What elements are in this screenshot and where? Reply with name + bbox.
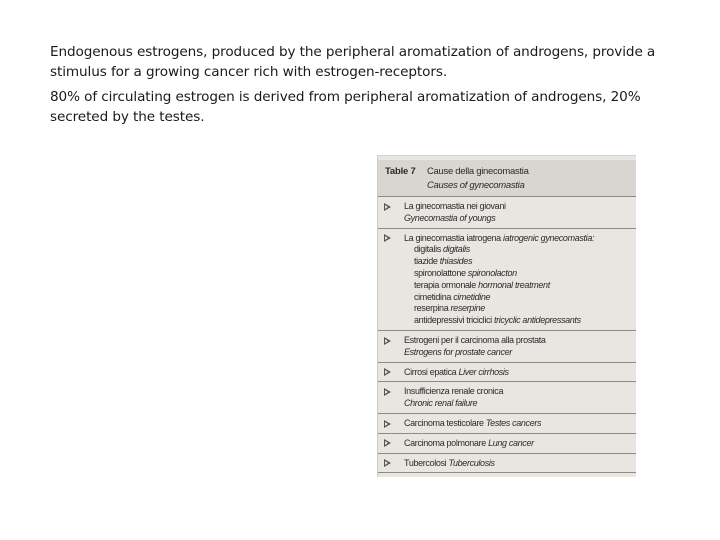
- cause-english: digitalis: [443, 244, 470, 255]
- triangle-bullet-icon: [384, 203, 391, 211]
- table-line: [414, 268, 517, 279]
- cause-italian: Estrogeni per il carcinoma alla prostata: [404, 335, 546, 345]
- table-line: [404, 398, 477, 409]
- table-line: [404, 213, 495, 224]
- cause-italian: La ginecomastia nei giovani: [404, 201, 506, 211]
- table-line: [414, 303, 485, 314]
- gynecomastia-causes-table-image: [377, 155, 636, 477]
- cause-english: Testes cancers: [485, 418, 542, 428]
- cause-italian: La ginecomastia iatrogena: [404, 232, 501, 243]
- cause-english: Lung cancer: [488, 437, 534, 448]
- triangle-bullet-icon: [384, 234, 391, 242]
- table-line: [414, 315, 581, 326]
- table-group: [378, 434, 636, 454]
- cause-english: spironolacton: [467, 267, 517, 278]
- cause-english: cimetidine: [453, 291, 491, 302]
- table-line: [404, 367, 509, 378]
- triangle-bullet-icon: [384, 439, 391, 447]
- table-line: [404, 386, 503, 397]
- table-line: [404, 233, 594, 244]
- cause-english: iatrogenic gynecomastia:: [502, 232, 595, 243]
- cause-italian: reserpina: [414, 303, 449, 314]
- table-line: [414, 256, 472, 267]
- cause-english: Liver cirrhosis: [458, 366, 509, 377]
- cause-italian: Insufficienza renale cronica: [404, 386, 504, 397]
- table-line: [404, 335, 546, 346]
- table-group: [378, 363, 636, 383]
- table-line: [414, 244, 470, 255]
- table-line: [414, 280, 550, 291]
- cause-italian: cimetidina: [414, 291, 452, 302]
- table-line: [404, 418, 541, 429]
- triangle-bullet-icon: [384, 459, 391, 467]
- cause-english: Tuberculosis: [448, 457, 495, 468]
- triangle-bullet-icon: [384, 368, 391, 376]
- table-line: [404, 438, 534, 449]
- table-line: [404, 201, 506, 212]
- table-group: [378, 229, 636, 331]
- paragraph-circulating-estrogen: 80% of circulating estrogen is derived from peripheral aromatization of androgens, 20% secreted by the testes.: [50, 89, 641, 125]
- cause-english: Gynecomastia of youngs: [404, 212, 496, 223]
- paragraph-endogenous-estrogens: Endogenous estrogens, produced by the peripheral aromatization of androgens, provide a stimulus for a growing cancer rich with estrogen-receptors.: [50, 44, 656, 80]
- cause-italian: antidepressivi triciclici: [414, 315, 492, 326]
- triangle-bullet-icon: [384, 388, 391, 396]
- cause-italian: tiazide: [414, 256, 438, 267]
- triangle-bullet-icon: [384, 420, 391, 428]
- cause-italian: Carcinoma testicolare: [404, 418, 484, 428]
- cause-italian: Carcinoma polmonare: [404, 437, 486, 448]
- triangle-bullet-icon: [384, 337, 391, 345]
- table-group: [378, 454, 636, 474]
- table-group: [378, 382, 636, 414]
- cause-english: tricyclic antidepressants: [493, 315, 581, 326]
- table-line: [414, 292, 490, 303]
- table-title-italian: Cause della ginecomastia: [427, 166, 529, 177]
- table-title-english: Causes of gynecomastia: [427, 180, 525, 191]
- table-group: [378, 197, 636, 229]
- cause-english: thiasides: [439, 256, 473, 267]
- table-line: [404, 458, 495, 469]
- cause-italian: terapia ormonale: [414, 279, 476, 290]
- cause-english: reserpine: [450, 303, 485, 314]
- cause-english: Estrogens for prostate cancer: [404, 346, 512, 357]
- cause-english: Chronic renal failure: [404, 398, 478, 409]
- cause-italian: spironolattone: [414, 267, 466, 278]
- table-label: Table 7: [385, 166, 416, 177]
- cause-english: hormonal treatment: [478, 279, 550, 290]
- cause-italian: digitalis: [414, 244, 441, 255]
- table-group: [378, 331, 636, 363]
- cause-italian: Cirrosi epatica: [404, 366, 457, 377]
- table-header: [378, 160, 636, 197]
- table-line: [404, 347, 512, 358]
- table-group: [378, 414, 636, 434]
- cause-italian: Tubercolosi: [404, 457, 447, 468]
